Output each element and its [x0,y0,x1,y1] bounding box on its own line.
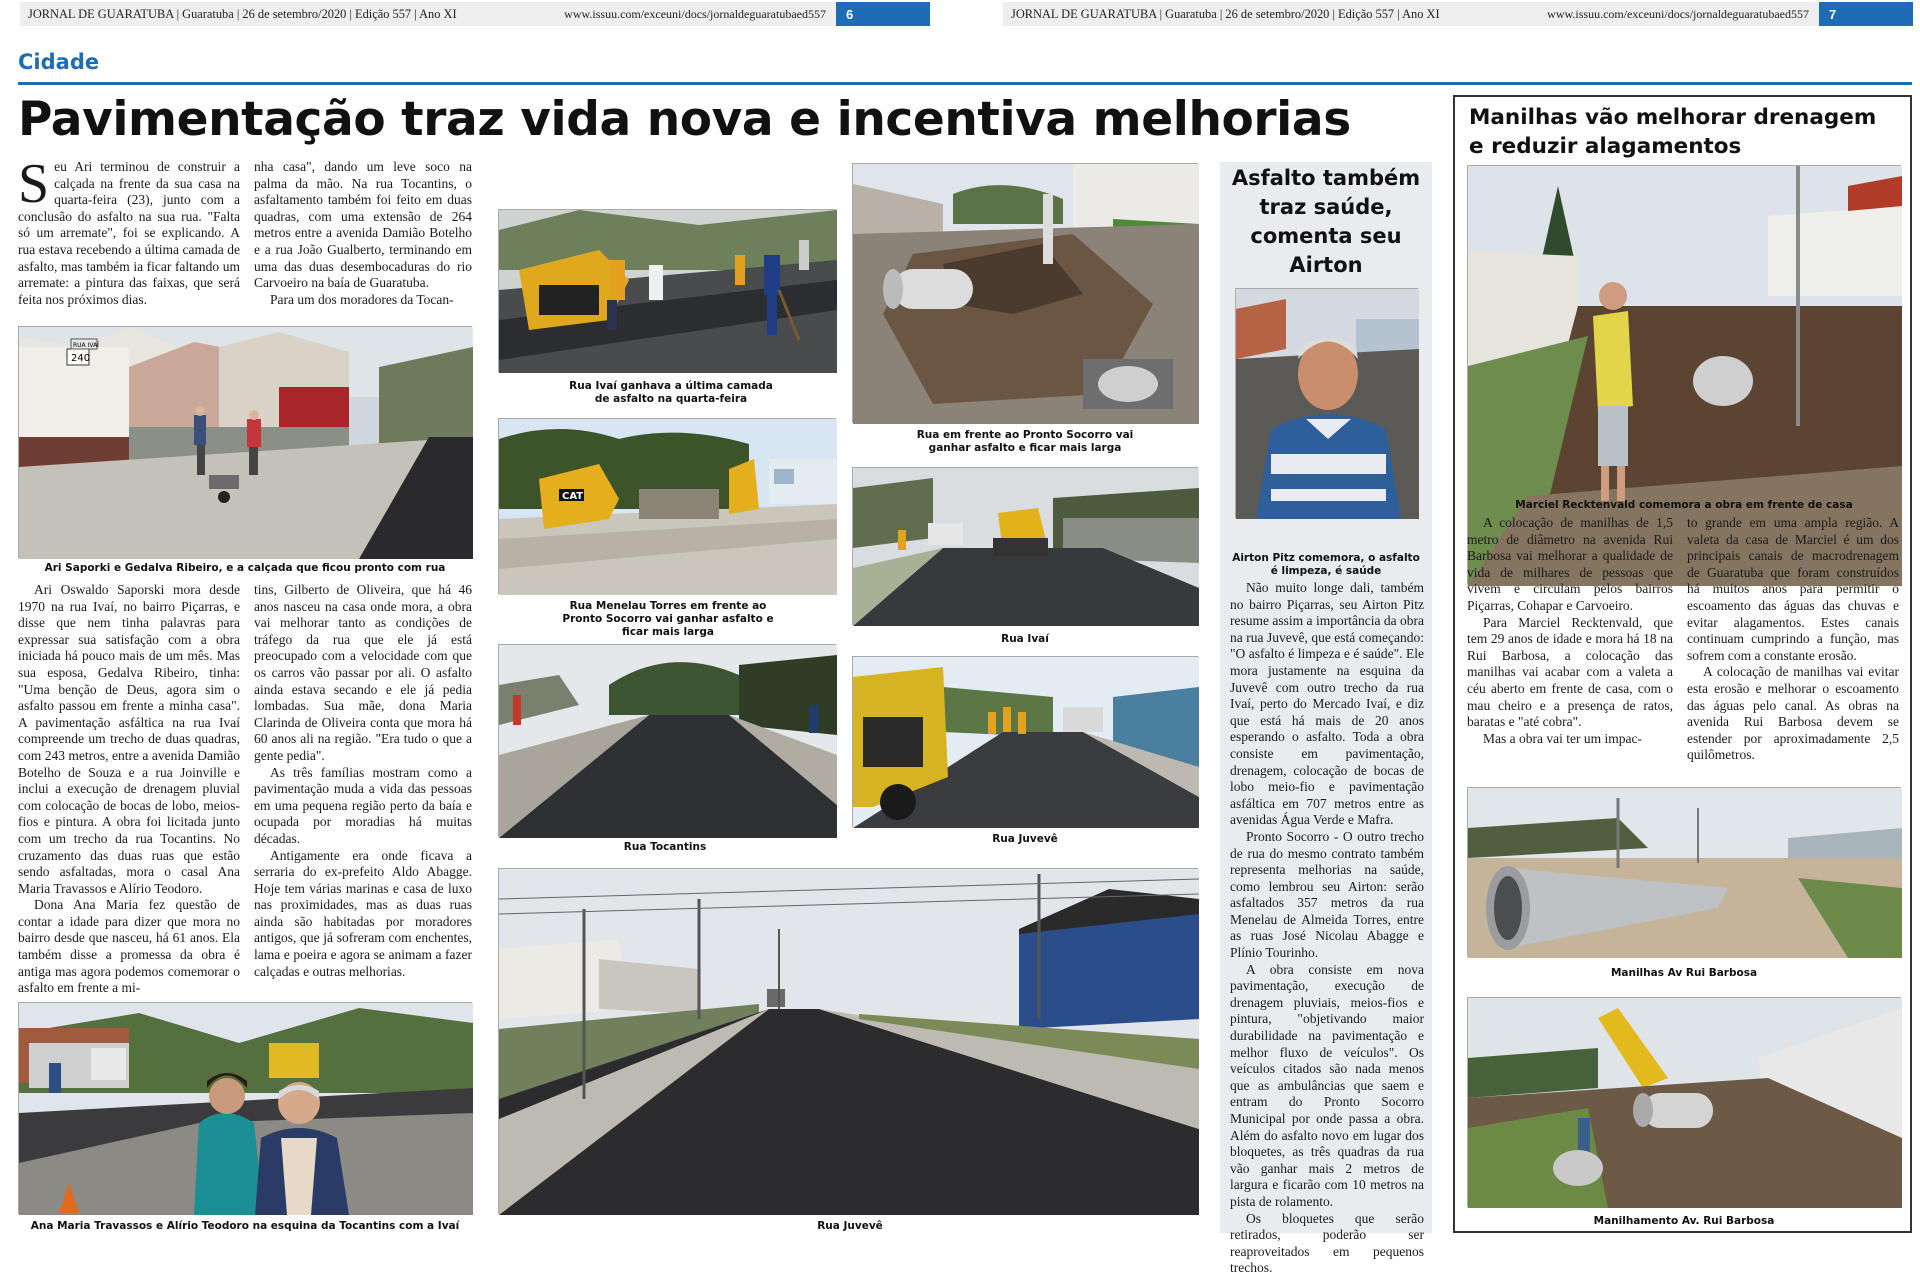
paragraph: A colocação de manilhas vai evitar esta erosão e melhorar o escoamento das águas pelo canal. As obras na avenida Rui Barbosa devem se estender por aproximadamente 2,5 quilômetros. [1687,664,1899,763]
paragraph: Pronto Socorro - O outro trecho de rua do mesmo contrato também representa melhorias na saúde, como lembrou seu Airton: serão asfaltados 357 metros da rua Menelau de Almeida Torres, entre as ruas José Nicolau Abagge e Plínio Tourinho. [1230,828,1424,961]
article-col1-bottom [18,582,240,994]
photo-pronto-socorro-street [852,163,1198,423]
paragraph: Mas a obra vai ter um impac- [1483,730,1642,746]
caption-rua-tocantins: Rua Tocantins [623,841,707,853]
paragraph: Os bloquetes que serão retirados, poderão ser reaproveitados em pequenos trechos. [1230,1210,1424,1276]
page-header-left [20,2,930,26]
street-sign: RUA IVAÍ [73,342,99,349]
issuu-url[interactable]: www.issuu.com/exceuni/docs/jornaldeguaratubaed557 [564,6,826,21]
photo-rua-juveve-small [852,656,1198,827]
photo-ari-gedalva [18,326,472,558]
photo-ana-alirio [18,1002,472,1214]
page-header-right [1003,2,1913,26]
section-rule [18,82,1912,85]
caption-marciel: Marciel Recktenvald comemora a obra em frente de casa [1515,499,1853,511]
photo-paver-ivai [498,209,836,372]
article-col1-top [18,153,240,317]
photo-menelau-torres [498,418,836,594]
caption-rua-juveve-small: Rua Juvevê [992,833,1058,845]
photo-airton-pitz [1235,288,1418,518]
right-article-title: Manilhas vão melhorar drenagem e reduzir alagamentos [1469,105,1877,159]
paragraph: Antigamente era onde ficava a serraria do ex-prefeito Aldo Abagge. Hoje tem várias marinas e casa de luxo nas proximidades, mas as duas ruas ainda são habitadas por moradores antigos, que já sofreram com enchentes, lama e poeira e agora se animam a fazer calçadas e outras melhorias. [254,847,472,979]
paragraph: Dona Ana Maria fez questão de contar a idade para dizer que mora no bairro desde que nasceu, há 61 anos. Ela também disse a promessa da obra é antiga mas agora podemos comemorar o asfalto em frente a mi- [18,897,240,996]
caption-menelau-torres: Rua Menelau Torres em frente ao Pronto Socorro vai ganhar asfalto e ficar mais larga [562,600,774,638]
right-article-col1 [1467,515,1673,773]
caption-pronto-socorro: Rua em frente ao Pronto Socorro vai ganhar asfalto e ficar mais larga [916,429,1134,454]
caption-ana-maria: Ana Maria Travassos e Alírio Teodoro na esquina da Tocantins com a Ivaí [30,1220,460,1232]
paragraph: Ari Oswaldo Saporski mora desde 1970 na rua Ivaí, no bairro Piçarras, e disse que nem tinha palavras para expressar sua satisfação com a obra iniciada há pouco mais de um mês. Mas sua esposa, Gedalva Ribeiro, tinha: "Uma benção de Deus, agora sim o asfalto passou em frente a minha casa". A pavimentação asfáltica na rua Ivaí compreende um trecho de duas quadras, com 243 metros, entre a avenida Damião Botelho de Souza e a rua Joinville e inclui a execução de drenagem pluvial com colocação de bocas de lobo, meios-fios e pintura. A obra foi licitada junto com um trecho da rua Tocantins. No cruzamento das duas ruas que estão sendo asfaltadas, mora o casal Ana Maria Travassos e Alírio Teodoro. [18,582,240,896]
house-number: 240 [71,353,91,364]
caption-juveve-large: Rua Juvevê [817,1220,883,1232]
right-article-col2 [1687,515,1899,773]
section-label: Cidade [18,50,100,74]
photo-manilhamento [1467,997,1901,1207]
caption-manilhas-rui-barbosa: Manilhas Av Rui Barbosa [1610,967,1758,979]
caption-rua-ivai: Rua Ivaí [1001,633,1049,645]
paragraph: to grande em uma ampla região. A valeta da casa de Marciel é um dos principais canais de macrodrenagem de Guaratuba que foram construídos há muitos anos para permitir o escoamento das águas das chuvas e evitar alagamentos. Estes canais continuam cumprindo a função, mas sofrem com a constante erosão. [1687,515,1899,663]
photo-rua-ivai-roller [852,467,1198,625]
paragraph: Não muito longe dali, também no bairro Piçarras, seu Airton Pitz resume assim a importância da obra na rua Juvevê, que está começando: "O asfalto é limpeza e é saúde". Ele mora justamente na esquina da Juvevê com outro trecho da rua Ivaí, perto do Mercado Ivaí, e diz que está há mais de 20 anos esperando o asfalto. Toda a obra consiste em pavimentação, drenagem, colocação de bocas de lobo meio-fio e pavimentação asfáltica em 707 metros entre as avenidas Água Verde e Mafra. [1230,580,1424,828]
sidebar-title: Asfalto também traz saúde, comenta seu Airton [1231,166,1421,277]
photo-rua-juveve-large [498,868,1198,1214]
caption-airton: Airton Pitz comemora, o asfalto é limpeza, é saúde [1232,552,1420,577]
sidebar-airton [1220,162,1432,1276]
issuu-url[interactable]: www.issuu.com/exceuni/docs/jornaldeguaratubaed557 [1547,6,1809,21]
caption-manilhamento: Manilhamento Av. Rui Barbosa [1593,1215,1775,1227]
paragraph: Para Marciel Recktenvald, que tem 29 anos de idade e mora há 18 na Rui Barbosa, a colocação das manilhas vai acabar com a valeta a céu aberto em frente de casa, com o mau cheiro e a presença de ratos, baratas e "até cobra". [1467,614,1673,730]
article-col2-bottom [254,582,472,994]
sidebar-text [1230,580,1424,1276]
paragraph: nha casa", dando um leve soco na palma da mão. Na rua Tocantins, o asfaltamento também foi feito em duas quadras, com uma extensão de 264 metros entre a avenida Damião Botelho e a rua João Gualberto, terminando em uma das duas desembocaduras do rio Carvoeiro na baía de Guaratuba. [254,159,472,291]
dropcap: S [18,153,50,215]
headline: Pavimentação traz vida nova e incentiva melhorias [18,92,1351,147]
photo-manilhas-rui-barbosa [1467,787,1901,957]
caption-ari: Ari Saporki e Gedalva Ribeiro, e a calçada que ficou pronto com rua [44,562,446,574]
publication-line: JORNAL DE GUARATUBA | Guaratuba | 26 de setembro/2020 | Edição 557 | Ano XI [1011,6,1440,21]
photo-rua-tocantins [498,644,836,837]
page-number: 6 [836,2,930,26]
article-col2-top [254,159,472,317]
paragraph: A colocação de manilhas de 1,5 metro de diâmetro na avenida Rui Barbosa vai melhorar a qualidade de vida de milhares de pessoas que vivem e circulam pelos bairros Piçarras, Cohapar e Carvoeiro. [1467,515,1673,613]
paragraph: tins, Gilberto de Oliveira, que há 46 anos nasceu na casa onde mora, a obra vai melhorar tanto as condições de tráfego da rua que ele já está preocupado com a velocidade com que os carros vão passar por ali. O asfalto ainda estava secando e ele já pedia lombadas. Sua mãe, dona Maria Clarinda de Oliveira conta que mora há 60 anos ali na região. "Era tudo o que a gente pedia". [254,582,472,763]
caption-ivai-last-layer: Rua Ivaí ganhava a última camada de asfalto na quarta-feira [569,380,773,405]
page-number: 7 [1819,2,1913,26]
paragraph: As três famílias mostram como a pavimentação muda a vida das pessoas em uma pequena região perto da baía e ocupada por moradias há muitas décadas. [254,764,472,846]
paragraph: A obra consiste em nova pavimentação, execução de drenagem pluviais, meios-fios e pintura, "objetivando maior durabilidade na pavimentação e melhor fluxo de veículos". Os veículos citados são nada menos que as ambulâncias que saem e entram do Pronto Socorro Municipal por onde passa a obra. Além do asfalto novo em lugar dos bloquetes, as três quadras da rua vão ganhar mais 2 metros de largura e ficarão com 10 metros na pista de rolamento. [1230,961,1424,1209]
paragraph: eu Ari terminou de construir a calçada na frente da sua casa na quarta-feira (23), junto com a conclusão do asfalto na sua rua. "Falta só um arremate", foi se explicando. A rua estava recebendo a última camada de asfalto, mas também ia ficar faltando um arremate: a pintura das faixas, que será feita nos próximos dias. [18,159,240,307]
paragraph: Para um dos moradores da Tocan- [270,291,454,307]
publication-line: JORNAL DE GUARATUBA | Guaratuba | 26 de setembro/2020 | Edição 557 | Ano XI [28,6,457,21]
right-article-box [1453,95,1912,1233]
cat-logo: CAT [562,491,584,502]
